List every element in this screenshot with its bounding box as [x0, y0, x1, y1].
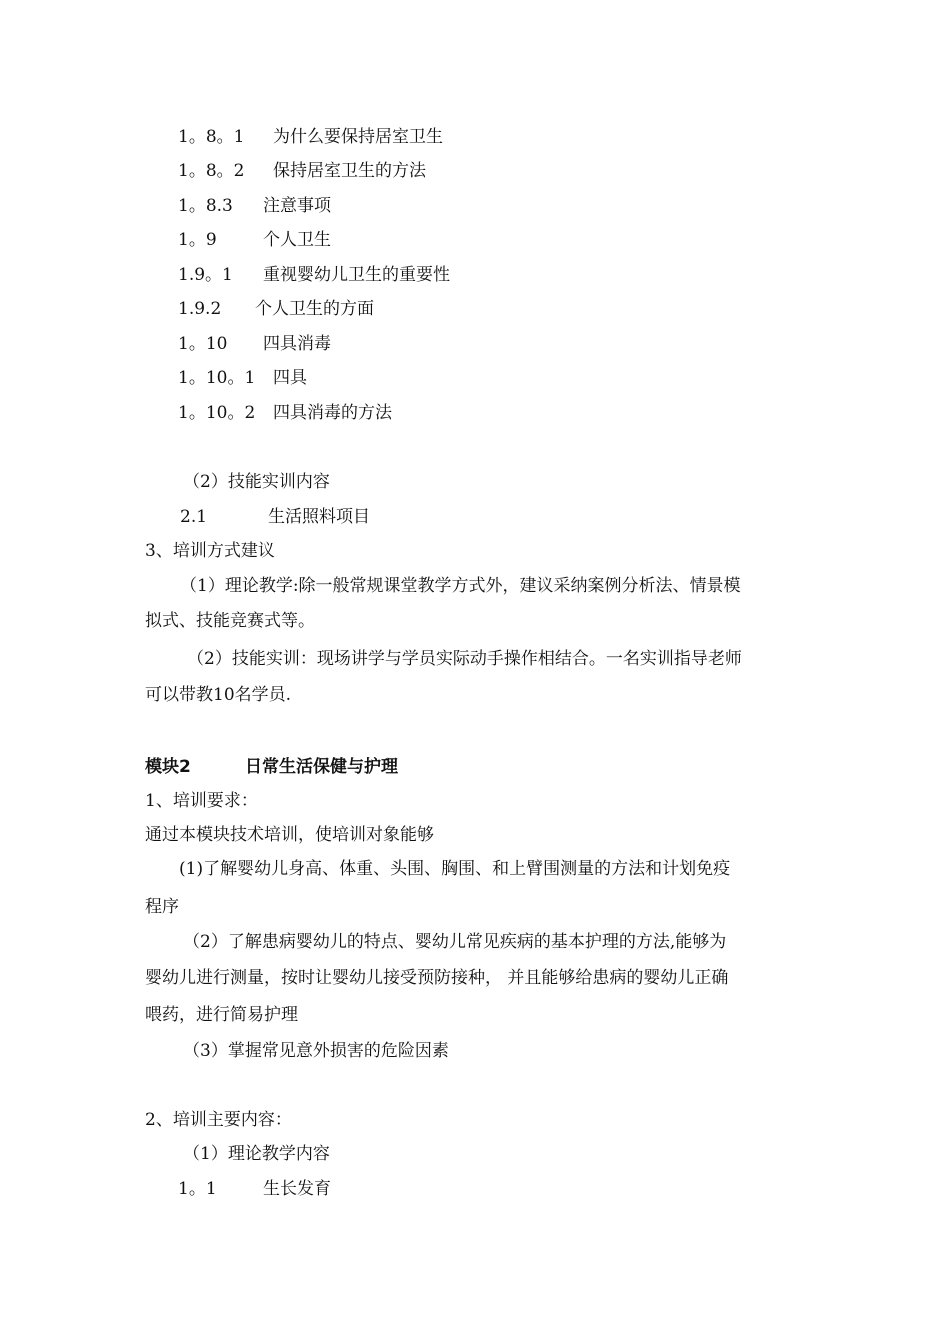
toc-item: [178, 333, 331, 355]
toc-item: [178, 229, 331, 251]
toc-item: [178, 160, 426, 182]
paragraph-line: (1)了解婴幼儿身高、体重、头围、胸围、和上臂围测量的方法和计划免疫: [179, 859, 731, 879]
toc-item-number: 1。8。1: [178, 127, 245, 147]
skills-heading: （2）技能实训内容: [183, 472, 330, 492]
toc-item-title: 四具消毒的方法: [273, 403, 392, 423]
paragraph-line: （2）技能实训：现场讲学与学员实际动手操作相结合。一名实训指导老师: [187, 649, 742, 669]
paragraph-line: 婴幼儿进行测量，按时让婴幼儿接受预防接种， 并且能够给患病的婴幼儿正确: [145, 968, 729, 988]
toc-item-title: 四具: [273, 368, 307, 388]
skills-item: [180, 506, 370, 528]
toc-item-number: 1。8。2: [178, 161, 245, 181]
toc-item-title: 注意事项: [263, 196, 331, 216]
toc-item-number: 1。10。2: [178, 403, 256, 423]
toc-item-title: 重视婴幼儿卫生的重要性: [263, 265, 450, 285]
toc-item: [178, 402, 392, 424]
toc-item-title: 为什么要保持居室卫生: [273, 127, 443, 147]
paragraph-line: （1）理论教学:除一般常规课堂教学方式外，建议采纳案例分析法、情景模: [180, 576, 741, 596]
paragraph-line: （3）掌握常见意外损害的危险因素: [183, 1041, 449, 1061]
toc-item-number: 1。10: [178, 334, 228, 354]
toc-item-number: 1.9。1: [178, 265, 233, 285]
toc-item: [178, 195, 331, 217]
paragraph-line: 通过本模块技术培训，使培训对象能够: [145, 825, 434, 845]
toc-item-title: 保持居室卫生的方法: [273, 161, 426, 181]
module-heading: [145, 756, 398, 778]
paragraph-line: 拟式、技能竞赛式等。: [145, 611, 315, 631]
toc-item-number: 1。9: [178, 230, 217, 250]
skills-item-title: 生活照料项目: [268, 507, 370, 527]
section-heading: 3、培训方式建议: [145, 541, 275, 561]
skills-item-number: 2.1: [180, 507, 208, 527]
paragraph-line: 喂药，进行简易护理: [145, 1005, 298, 1025]
toc-item-number: 1.9.2: [178, 299, 222, 319]
paragraph-line: 程序: [145, 897, 179, 917]
toc-item-number: 1。1: [178, 1179, 217, 1199]
toc-item-number: 1。10。1: [178, 368, 256, 388]
toc-item-title: 个人卫生的方面: [255, 299, 374, 319]
paragraph-line: （2）了解患病婴幼儿的特点、婴幼儿常见疾病的基本护理的方法,能够为: [183, 932, 727, 952]
toc-item-title: 四具消毒: [263, 334, 331, 354]
toc-item-title: 个人卫生: [263, 230, 331, 250]
module-title: 日常生活保健与护理: [245, 757, 398, 777]
paragraph-line: 可以带教10名学员.: [145, 685, 292, 705]
toc-item: [178, 264, 450, 286]
toc-item: [178, 298, 374, 320]
toc-item-number: 1。8.3: [178, 196, 233, 216]
module-label: 模块2: [145, 757, 191, 777]
toc-item-title: 生长发育: [263, 1179, 331, 1199]
subsection-heading: （1）理论教学内容: [183, 1144, 330, 1164]
toc-item: [178, 126, 443, 148]
toc-item: [178, 367, 307, 389]
section-heading: 2、培训主要内容：: [145, 1110, 292, 1130]
section-heading: 1、培训要求：: [145, 791, 258, 811]
toc-item: [178, 1178, 331, 1200]
